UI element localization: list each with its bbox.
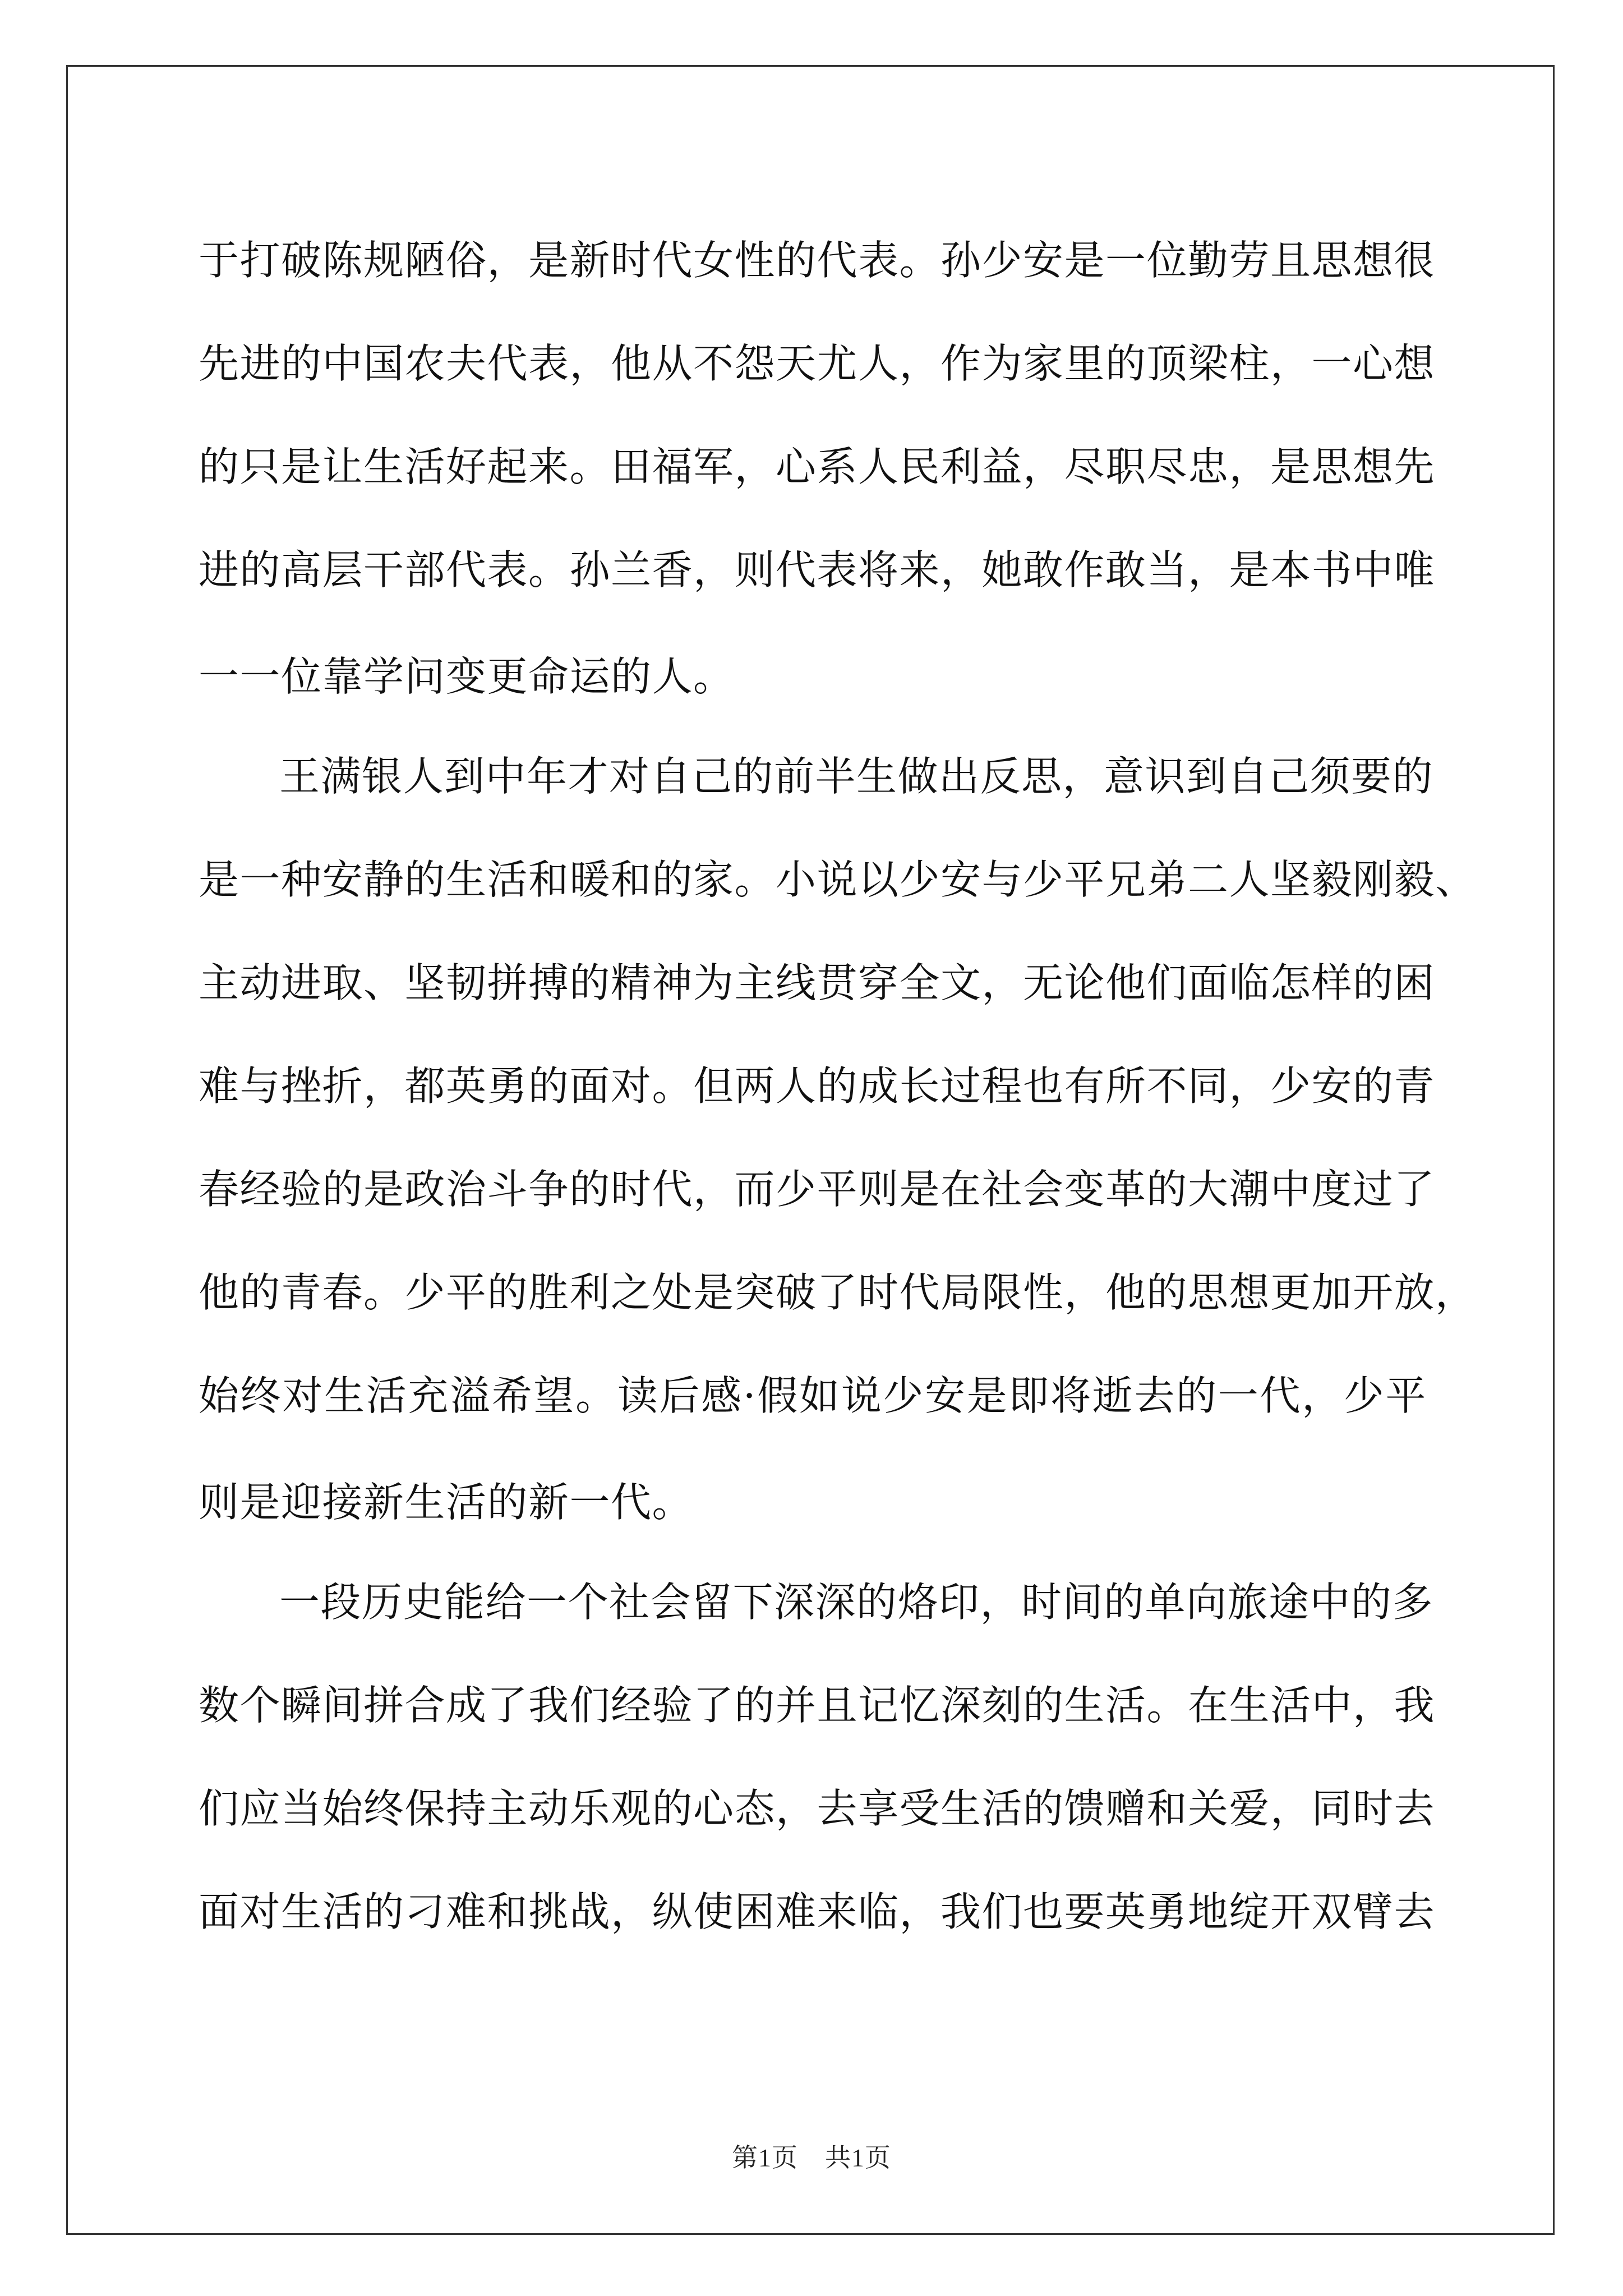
page-footer (0, 2137, 1623, 2174)
text-line: 难与挫折，都英勇的面对。但两人的成长过程也有所不同，少安的青 (199, 1062, 1436, 1110)
page-number-total: 共1页 (825, 2143, 891, 2172)
paragraph-start-line: 王满银人到中年才对自己的前半生做出反思，意识到自己须要的 (279, 753, 1434, 800)
text-line: 的只是让生活好起来。田福军，心系人民利益，尽职尽忠，是思想先 (199, 443, 1436, 490)
page-number-current: 第1页 (732, 2143, 798, 2172)
body-text (199, 209, 1477, 1963)
text-line: 面对生活的刁难和挑战，纵使困难来临，我们也要英勇地绽开双臂去 (199, 1888, 1436, 1935)
text-line: 先进的中国农夫代表，他从不怨天尤人，作为家里的顶梁柱，一心想 (199, 340, 1436, 387)
text-line: 主动进取、坚韧拼搏的精神为主线贯穿全文，无论他们面临怎样的困 (199, 959, 1436, 1006)
text-line: 一一位靠学问变更命运的人。 (199, 653, 735, 700)
text-line: 他的青春。少平的胜利之处是突破了时代局限性，他的思想更加开放， (199, 1269, 1477, 1316)
paragraph-start-line: 一段历史能给一个社会留下深深的烙印，时间的单向旅途中的多 (279, 1579, 1434, 1626)
text-line: 进的高层干部代表。孙兰香，则代表将来，她敢作敢当，是本书中唯 (199, 546, 1436, 593)
text-line: 则是迎接新生活的新一代。 (199, 1479, 694, 1526)
text-line: 是一种安静的生活和暖和的家。小说以少安与少平兄弟二人坚毅刚毅、 (199, 856, 1477, 903)
text-line: 于打破陈规陋俗，是新时代女性的代表。孙少安是一位勤劳且思想很 (199, 237, 1436, 284)
text-line: 春经验的是政治斗争的时代，而少平则是在社会变革的大潮中度过了 (199, 1166, 1436, 1213)
text-line: 们应当始终保持主动乐观的心态，去享受生活的馈赠和关爱，同时去 (199, 1785, 1436, 1832)
text-line: 始终对生活充溢希望。读后感·假如说少安是即将逝去的一代，少平 (199, 1372, 1427, 1419)
text-line: 数个瞬间拼合成了我们经验了的并且记忆深刻的生活。在生活中，我 (199, 1682, 1436, 1729)
